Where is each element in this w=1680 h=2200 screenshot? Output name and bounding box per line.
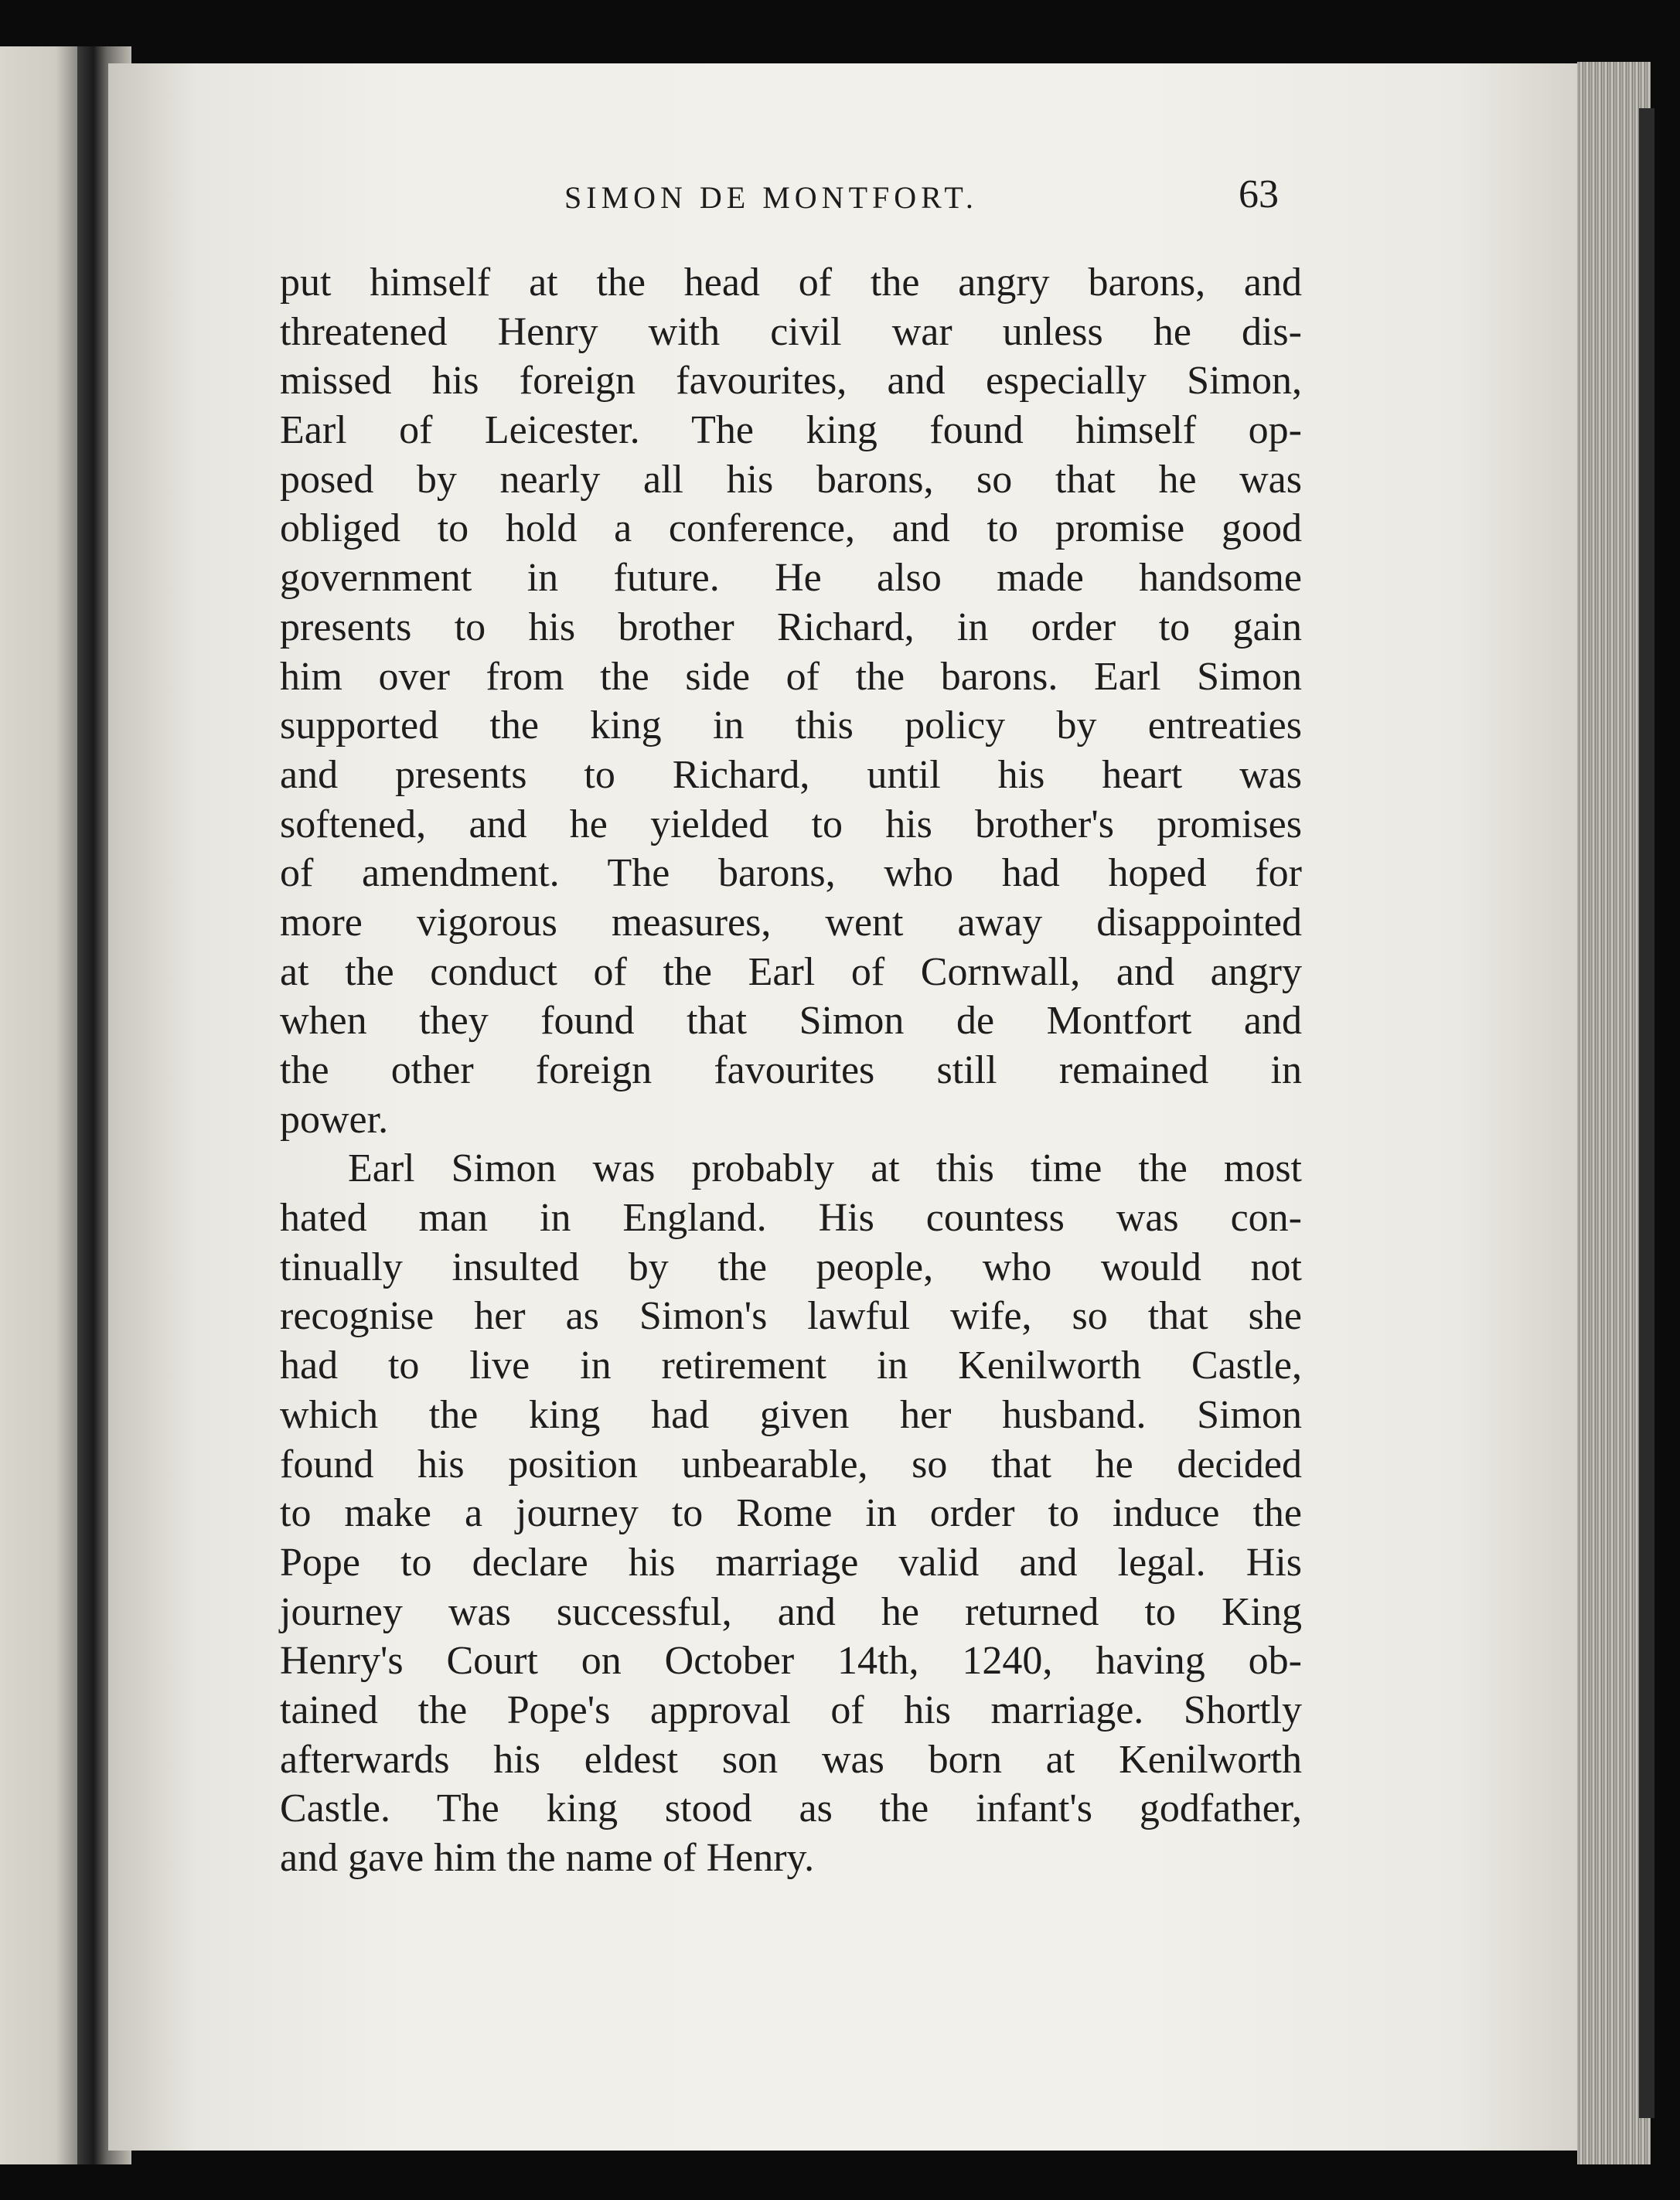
running-title: SIMON DE MONTFORT. [564, 180, 978, 215]
text-line: hated man in England. His countess was con- [280, 1196, 1302, 1241]
page-block-shadow [1639, 108, 1654, 2118]
text-line: tinually insulted by the people, who would not [280, 1245, 1302, 1289]
text-line: government in future. He also made handsome [280, 556, 1302, 601]
text-line: Earl of Leicester. The king found himself op- [280, 408, 1302, 453]
text-line: journey was successful, and he returned to King [280, 1589, 1302, 1634]
text-line: threatened Henry with civil war unless he dis- [280, 309, 1302, 354]
text-line: and presents to Richard, until his heart was [280, 752, 1302, 797]
text-line: obliged to hold a conference, and to promise good [280, 506, 1302, 551]
text-line: power. [280, 1097, 389, 1142]
page-number: 63 [1239, 172, 1279, 216]
text-line: when they found that Simon de Montfort and [280, 999, 1302, 1044]
text-line: Henry's Court on October 14th, 1240, having ob- [280, 1639, 1302, 1684]
text-line: missed his foreign favourites, and especially Simon, [280, 359, 1302, 404]
text-line: softened, and he yielded to his brother's promises [280, 802, 1302, 846]
text-line: at the conduct of the Earl of Cornwall, and angry [280, 949, 1302, 994]
text-line: posed by nearly all his barons, so that he was [280, 457, 1302, 502]
text-line: Earl Simon was probably at this time the most [348, 1146, 1302, 1191]
text-line: had to live in retirement in Kenilworth Castle, [280, 1343, 1302, 1388]
text-line: to make a journey to Rome in order to induce the [280, 1491, 1302, 1536]
text-line: of amendment. The barons, who had hoped for [280, 851, 1302, 896]
text-line: put himself at the head of the angry barons, and [280, 261, 1302, 305]
text-line: recognise her as Simon's lawful wife, so that she [280, 1294, 1302, 1339]
text-line: supported the king in this policy by entreaties [280, 703, 1302, 748]
text-line: Castle. The king stood as the infant's godfather, [280, 1786, 1302, 1831]
text-line: which the king had given her husband. Simon [280, 1392, 1302, 1437]
text-line: Pope to declare his marriage valid and legal. His [280, 1540, 1302, 1585]
running-head [0, 172, 1680, 226]
text-line: tained the Pope's approval of his marriage. Shortly [280, 1687, 1302, 1732]
text-line: afterwards his eldest son was born at Kenilworth [280, 1737, 1302, 1782]
body-text [280, 258, 1302, 1883]
text-line: found his position unbearable, so that he decided [280, 1442, 1302, 1487]
text-line: and gave him the name of Henry. [280, 1836, 815, 1880]
text-line: the other foreign favourites still remained in [280, 1048, 1302, 1092]
text-line: presents to his brother Richard, in order to gain [280, 604, 1302, 649]
text-line: him over from the side of the barons. Earl Simon [280, 654, 1302, 699]
text-line: more vigorous measures, went away disappointed [280, 900, 1302, 945]
